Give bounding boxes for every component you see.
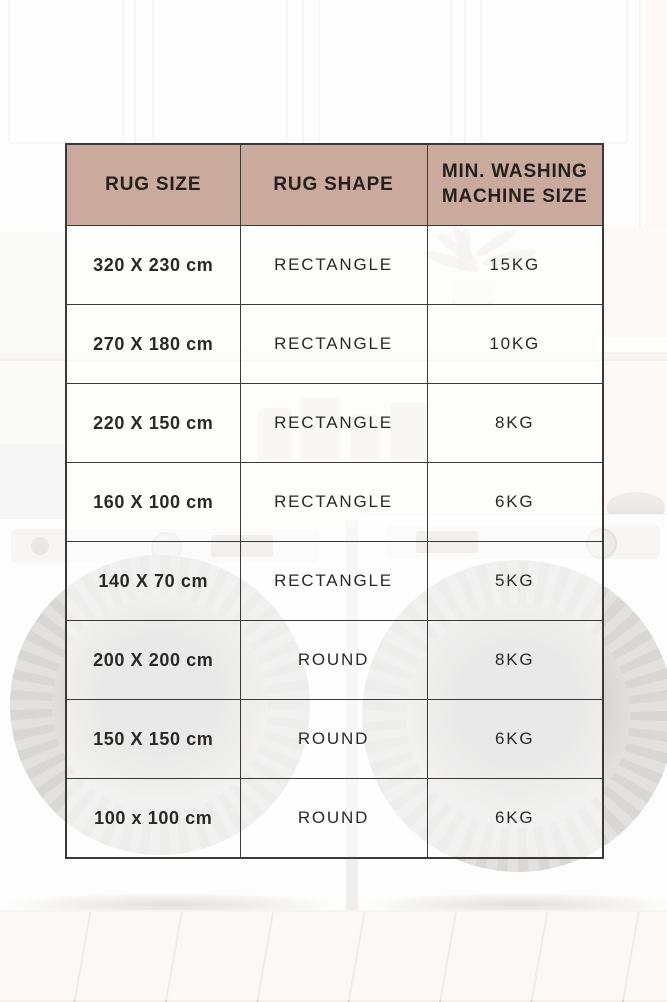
- table-row: [66, 226, 603, 305]
- header-row: [66, 144, 603, 226]
- col-header-rug-size: RUG SIZE: [66, 144, 240, 226]
- rug-shape-cell: RECTANGLE: [240, 463, 427, 542]
- machine-size-cell: 15KG: [427, 226, 603, 305]
- table-row: [66, 779, 603, 859]
- rug-size-cell: 220 X 150 cm: [66, 384, 240, 463]
- machine-size-cell: 6KG: [427, 700, 603, 779]
- col-header-rug-shape: RUG SHAPE: [240, 144, 427, 226]
- table-row: [66, 621, 603, 700]
- rug-size-cell: 320 X 230 cm: [66, 226, 240, 305]
- rug-size-cell: 100 x 100 cm: [66, 779, 240, 859]
- rug-size-cell: 270 X 180 cm: [66, 305, 240, 384]
- machine-size-cell: 6KG: [427, 779, 603, 859]
- col-header-machine-size: MIN. WASHING MACHINE SIZE: [427, 144, 603, 226]
- table-row: [66, 542, 603, 621]
- rug-size-table: [65, 143, 604, 859]
- table-row: [66, 305, 603, 384]
- rug-shape-cell: RECTANGLE: [240, 305, 427, 384]
- rug-shape-cell: ROUND: [240, 700, 427, 779]
- rug-shape-cell: RECTANGLE: [240, 226, 427, 305]
- rug-size-cell: 160 X 100 cm: [66, 463, 240, 542]
- rug-size-cell: 150 X 150 cm: [66, 700, 240, 779]
- machine-size-cell: 8KG: [427, 384, 603, 463]
- rug-shape-cell: RECTANGLE: [240, 384, 427, 463]
- table-row: [66, 384, 603, 463]
- machine-size-cell: 8KG: [427, 621, 603, 700]
- rug-shape-cell: ROUND: [240, 621, 427, 700]
- rug-shape-cell: RECTANGLE: [240, 542, 427, 621]
- table-row: [66, 700, 603, 779]
- table-row: [66, 463, 603, 542]
- machine-size-cell: 5KG: [427, 542, 603, 621]
- rug-shape-cell: ROUND: [240, 779, 427, 859]
- machine-size-cell: 10KG: [427, 305, 603, 384]
- rug-size-cell: 140 X 70 cm: [66, 542, 240, 621]
- machine-size-cell: 6KG: [427, 463, 603, 542]
- rug-size-cell: 200 X 200 cm: [66, 621, 240, 700]
